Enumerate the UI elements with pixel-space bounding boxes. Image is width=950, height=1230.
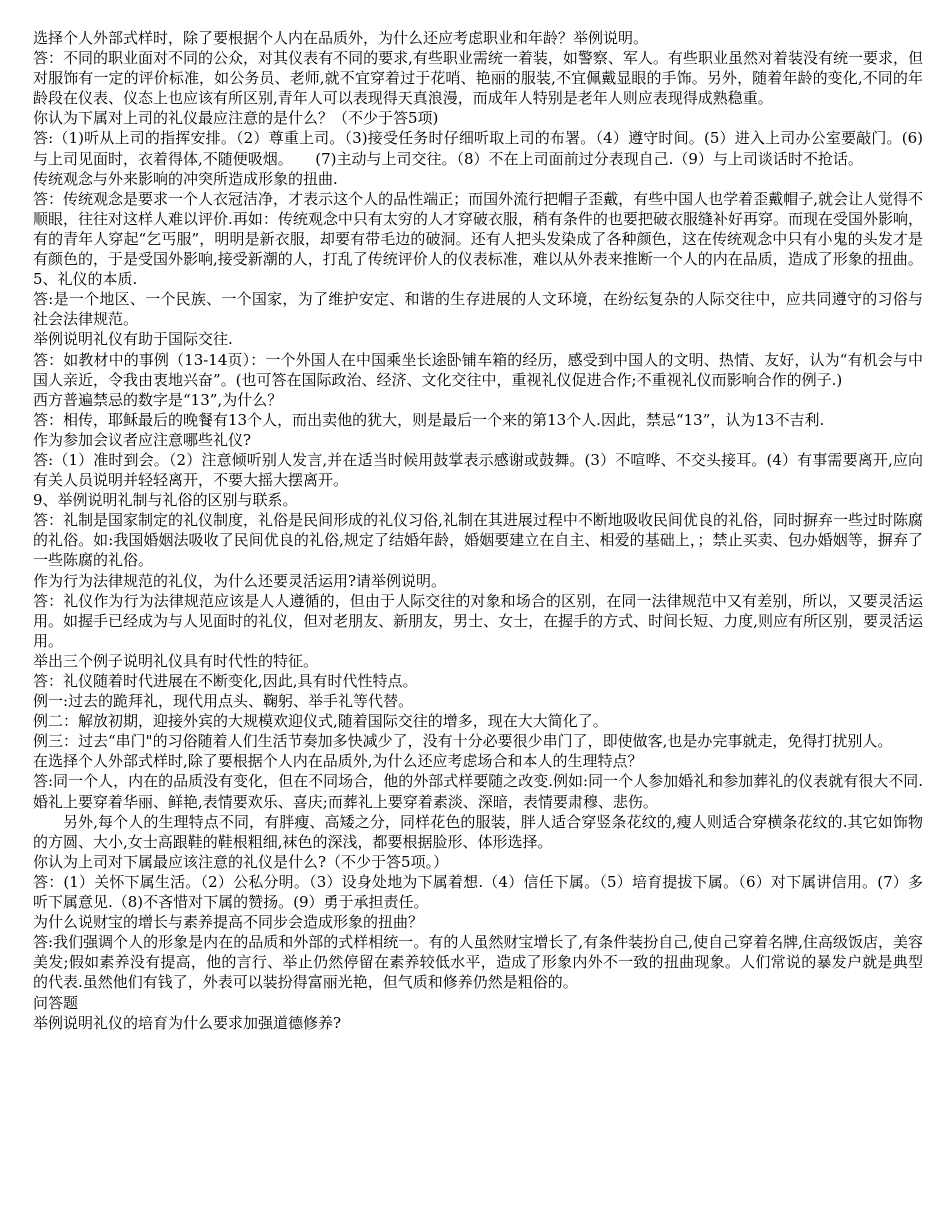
question-line: 传统观念与外来影响的冲突所造成形象的扭曲. [33,169,338,188]
answer-paragraph: 答：礼仪作为行为法律规范应该是人人遵循的，但由于人际交往的对象和场合的区别，在同一法律规范中又有差别，所以，又要灵活运用。如握手已经成为与人见面时的礼仪，但对老朋友、新朋友，男士、女士，在握手的方式、时间长短、力度,则应有所区别，要灵活运用。 [33,591,923,650]
question-line: 为什么说财宝的增长与素养提高不同步会造成形象的扭曲？ [33,913,424,932]
question-line: 你认为上司对下属最应该注意的礼仪是什么?（不少于答5项。） [33,852,449,871]
answer-paragraph: 答:（1)听从上司的指挥安排。（2）尊重上司。（3)接受任务时仔细听取上司的布署。（4）遵守时间。(5）进入上司办公室要敲门。(6)与上司见面时，衣着得体,不随便吸烟。 (7)主动与上司交往。（8）不在上司面前过分表现自己.（9）与上司谈话时不抢话。 [33,129,923,168]
answer-paragraph: 答:是一个地区、一个民族、一个国家，为了维护安定、和谐的生存进展的人文环境，在纷纭复杂的人际交往中，应共同遵守的习俗与社会法律规范。 [33,290,923,329]
answer-paragraph: 例一:过去的跪拜礼，现代用点头、鞠躬、举手礼等代替。 [33,692,414,711]
question-line: 你认为下属对上司的礼仪最应注意的是什么？（不少于答5项) [33,109,439,128]
question-line: 西方普遍禁忌的数字是“13”,为什么？ [33,390,283,409]
question-line: 5、礼仪的本质. [33,270,138,289]
answer-paragraph: 答：(1）关怀下属生活。（2）公私分明。（3）设身处地为下属着想.（4）信任下属。（5）培育提拔下属。（6）对下属讲信用。(7）多听下属意见.（8)不吝惜对下属的赞扬。(9）勇于承担责任。 [33,872,923,912]
answer-paragraph: 例二：解放初期，迎接外宾的大规模欢迎仪式,随着国际交往的增多，现在大大简化了。 [33,712,608,731]
question-line: 作为行为法律规范的礼仪，为什么还要灵活运用?请举例说明。 [33,571,447,590]
question-line: 在选择个人外部式样时,除了要根据个人内在品质外,为什么还应考虑场合和本人的生理特点？ [33,752,643,771]
question-line: 举出三个例子说明礼仪具有时代性的特征。 [33,651,319,670]
question-line: 举例说明礼仪有助于国际交往. [33,330,233,349]
answer-paragraph: 答：礼仪随着时代进展在不断变化,因此,具有时代性特点。 [33,672,418,690]
indented-paragraph: 另外,每个人的生理特点不同，有胖瘦、高矮之分，同样花色的服装，胖人适合穿竖条花纹的,瘦人则适合穿横条花纹的.其它如饰物的方圆、大小,女士高跟鞋的鞋根粗细,袜色的深浅，都要根据脸形、体形选择。 [33,812,923,851]
question-line: 问答题 [33,993,79,1012]
question-line: 举例说明礼仪的培育为什么要求加强道德修养? [33,1013,342,1032]
document-page [33,28,923,1033]
question-line: 9、举例说明礼制与礼俗的区别与联系。 [33,491,298,510]
answer-paragraph: 答：传统观念是要求一个人衣冠洁净，才表示这个人的品性端正；而国外流行把帽子歪戴，有些中国人也学着歪戴帽子,就会让人觉得不顺眼，往往对这样人难以评价.再如：传统观念中只有太穷的人才穿破衣服，稍有条件的也要把破衣服缝补好再穿。而现在受国外影响，有的青年人穿起“乞丐服”，明明是新衣服，却要有带毛边的破洞。还有人把头发染成了各种颜色，这在传统观念中只有小鬼的头发才是有颜色的，于是受国外影响,接受新潮的人，打乱了传统评价人的仪表标准，难以从外表来推断一个人的内在品质，造成了形象的扭曲。 [33,189,923,269]
question-line: 选择个人外部式样时，除了要根据个人内在品质外，为什么还应考虑职业和年龄？举例说明。 [33,29,649,47]
answer-paragraph: 答：如教材中的事例（13-14页）：一个外国人在中国乘坐长途卧铺车箱的经历，感受到中国人的文明、热情、友好，认为“有机会与中国人亲近，令我由衷地兴奋”。(也可答在国际政治、经济、文化交往中，重视礼仪促进合作;不重视礼仪而影响合作的例子.) [33,350,923,389]
answer-paragraph: 答:（1）准时到会。（2）注意倾听别人发言,并在适当时候用鼓掌表示感谢或鼓舞。(3）不喧哗、不交头接耳。(4）有事需要离开,应向有关人员说明并轻轻离开，不要大摇大摆离开。 [33,450,923,490]
answer-paragraph: 答:同一个人，内在的品质没有变化，但在不同场合，他的外部式样要随之改变.例如:同一个人参加婚礼和参加葬礼的仪表就有很大不同.婚礼上要穿着华丽、鲜艳,表情要欢乐、喜庆;而葬礼上要穿着素淡、深暗，表情要肃穆、悲伤。 [33,772,923,811]
answer-paragraph: 例三：过去“串门"的习俗随着人们生活节奏加多快减少了，没有十分必要很少串门了，即使做客,也是办完事就走，免得打扰别人。 [33,732,893,751]
answer-paragraph: 答：礼制是国家制定的礼仪制度，礼俗是民间形成的礼仪习俗,礼制在其进展过程中不断地吸收民间优良的礼俗，同时摒弃一些过时陈腐的礼俗。如:我国婚姻法吸收了民间优良的礼俗,规定了结婚年龄，婚姻要建立在自主、相爱的基础上，；禁止买卖、包办婚姻等，摒弃了一些陈腐的礼俗。 [33,511,923,570]
question-line: 作为参加会议者应注意哪些礼仪? [33,430,252,449]
answer-paragraph: 答：不同的职业面对不同的公众，对其仪表有不同的要求,有些职业需统一着装，如警察、军人。有些职业虽然对着装没有统一要求，但对服饰有一定的评价标准，如公务员、老师,就不宜穿着过于花哨、艳丽的服装,不宜佩戴显眼的手饰。另外，随着年龄的变化,不同的年龄段在仪表、仪态上也应该有所区别,青年人可以表现得天真浪漫，而成年人特别是老年人则应表现得成熟稳重。 [33,49,923,108]
answer-paragraph: 答：相传，耶稣最后的晚餐有13个人，而出卖他的犹大，则是最后一个来的第13个人.因此，禁忌“13”，认为13不吉利. [33,410,825,429]
answer-paragraph: 答:我们强调个人的形象是内在的品质和外部的式样相统一。有的人虽然财宝增长了,有条件装扮自己,使自己穿着名牌,住高级饭店，美容美发;假如素养没有提高，他的言行、举止仍然停留在素养较低水平，造成了形象内外不一致的扭曲现象。人们常说的暴发户就是典型的代表.虽然他们有钱了，外表可以装扮得富丽光艳，但气质和修养仍然是粗俗的。 [33,933,923,992]
